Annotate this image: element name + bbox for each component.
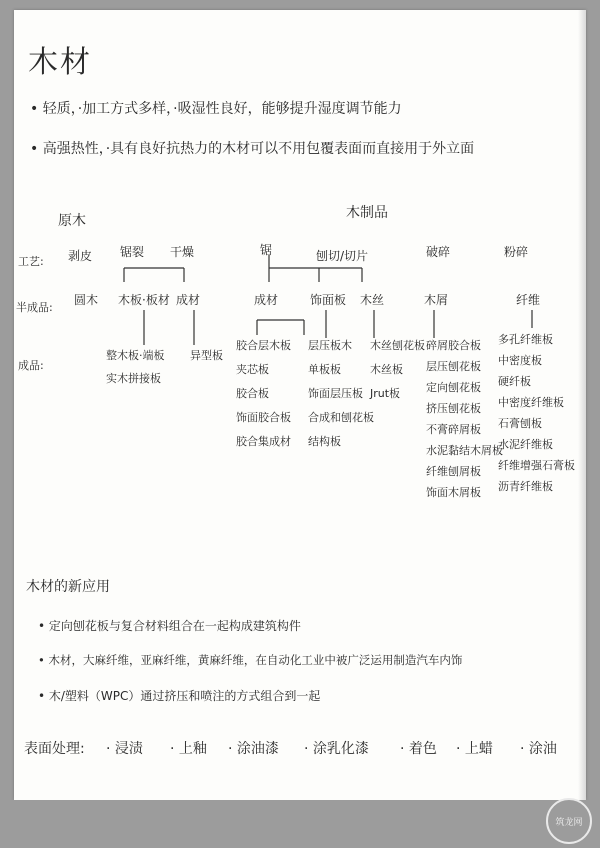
product-column-6 <box>426 338 503 501</box>
product-item: 水泥黏结木屑板 <box>426 444 503 457</box>
product-item: 整木板·端板 <box>106 349 165 362</box>
process-saw-2: 锯 <box>260 243 273 257</box>
product-item: 挤压刨花板 <box>426 402 481 415</box>
new-use-item-3: • 木/塑料（WPC）通过挤压和喷注的方式组合到一起 <box>38 689 321 703</box>
product-item: 饰面木屑板 <box>426 486 481 499</box>
surface-item-oil: · 涂油 <box>520 741 557 757</box>
page-title: 木材 <box>28 45 92 80</box>
product-item: 木丝板 <box>370 363 403 376</box>
product-column-4 <box>308 338 374 450</box>
product-item: 异型板 <box>190 349 223 362</box>
semi-timber-2: 成材 <box>254 293 279 307</box>
root-wood-products: 木制品 <box>346 205 388 221</box>
product-column-5 <box>370 338 425 402</box>
scan-background <box>0 800 600 848</box>
process-slice: 刨切/切片 <box>316 249 369 263</box>
product-item: 多孔纤维板 <box>498 333 553 346</box>
label-product: 成品: <box>18 359 44 372</box>
product-item: 合成和刨花板 <box>308 411 374 424</box>
product-item: 水泥纤维板 <box>498 438 553 451</box>
product-item: 定向刨花板 <box>426 381 481 394</box>
new-use-item-1: • 定向刨花板与复合材料组合在一起构成建筑构件 <box>38 619 301 633</box>
product-column-1 <box>106 348 165 387</box>
surface-item-impregnation: · 浸渍 <box>106 741 143 757</box>
surface-treatment-label: 表面处理: <box>24 741 85 757</box>
product-item: 夹芯板 <box>236 363 269 376</box>
product-item: 木丝刨花板 <box>370 339 425 352</box>
label-semi-finished: 半成品: <box>16 301 53 314</box>
product-item: Jrut板 <box>370 387 401 400</box>
product-item: 硬纤板 <box>498 375 531 388</box>
process-saw: 锯裂 <box>120 245 145 259</box>
notebook-page <box>14 10 586 800</box>
semi-fiber: 纤维 <box>516 293 541 307</box>
process-debark: 剥皮 <box>68 249 93 263</box>
process-grind: 粉碎 <box>504 245 529 259</box>
surface-item-emulsion: · 涂乳化漆 <box>304 741 369 757</box>
semi-timber: 成材 <box>176 293 201 307</box>
product-column-3 <box>236 338 291 450</box>
product-item: 结构板 <box>308 435 341 448</box>
product-item: 中密度纤维板 <box>498 396 564 409</box>
product-item: 实木拼接板 <box>106 372 161 385</box>
product-column-2 <box>190 348 223 364</box>
product-item: 层压板木 <box>308 339 352 352</box>
property-line-2: • 高强热性，·具有良好抗热力的木材可以不用包覆表面而直接用于外立面 <box>30 141 475 157</box>
product-item: 石膏刨板 <box>498 417 542 430</box>
product-item: 纤维增强石膏板 <box>498 459 575 472</box>
product-item: 胶合集成材 <box>236 435 291 448</box>
watermark-logo: 筑龙网 <box>546 798 592 844</box>
property-line-1: • 轻质，·加工方式多样，·吸湿性良好，能够提升湿度调节能力 <box>30 101 402 117</box>
product-item: 不膏碎屑板 <box>426 423 481 436</box>
semi-wood-wool: 木丝 <box>360 293 385 307</box>
semi-board: 木板·板材 <box>118 293 170 307</box>
product-item: 饰面胶合板 <box>236 411 291 424</box>
product-item: 单板板 <box>308 363 341 376</box>
product-item: 层压刨花板 <box>426 360 481 373</box>
surface-item-stain: · 着色 <box>400 741 437 757</box>
process-crush: 破碎 <box>426 245 451 259</box>
product-item: 中密度板 <box>498 354 542 367</box>
semi-log: 圆木 <box>74 293 99 307</box>
product-column-7 <box>498 332 575 495</box>
surface-item-wax: · 上蜡 <box>456 741 493 757</box>
new-use-heading: 木材的新应用 <box>26 579 110 595</box>
product-item: 胶合板 <box>236 387 269 400</box>
process-dry: 干燥 <box>170 245 195 259</box>
product-item: 碎屑胶合板 <box>426 339 481 352</box>
product-item: 纤维刨屑板 <box>426 465 481 478</box>
label-process: 工艺: <box>18 255 44 268</box>
semi-chips: 木屑 <box>424 293 449 307</box>
semi-veneer: 饰面板 <box>310 293 347 307</box>
surface-item-paint: · 涂油漆 <box>228 741 279 757</box>
root-original-wood: 原木 <box>58 213 86 229</box>
product-item: 沥青纤维板 <box>498 480 553 493</box>
new-use-item-2: • 木材，大麻纤维，亚麻纤维，黄麻纤维，在自动化工业中被广泛运用制造汽车内饰 <box>38 653 463 667</box>
surface-item-glaze: · 上釉 <box>170 741 207 757</box>
product-item: 胶合层木板 <box>236 339 291 352</box>
product-item: 饰面层压板 <box>308 387 363 400</box>
